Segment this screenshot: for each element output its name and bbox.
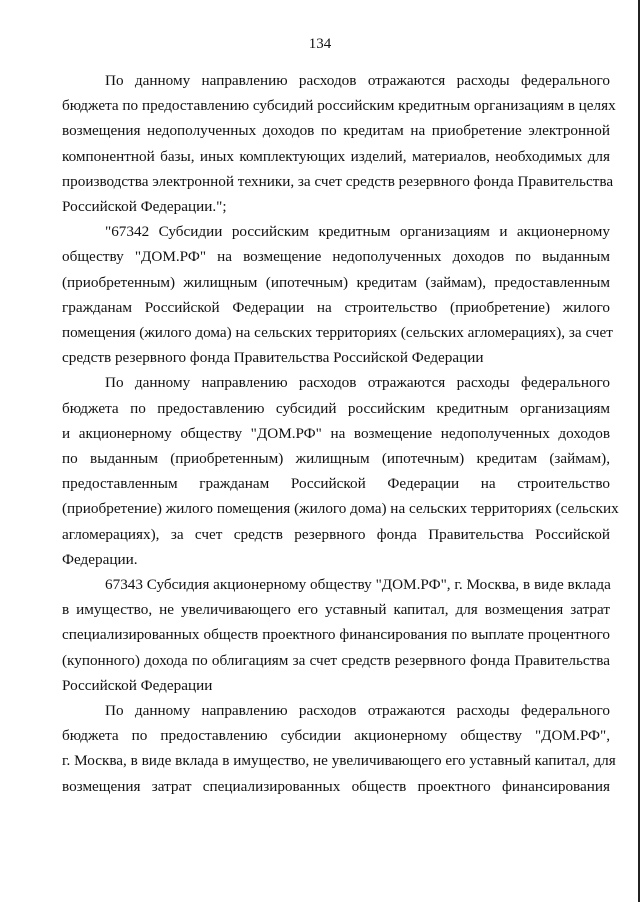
paragraph-code-67342 — [62, 219, 613, 370]
text-line: По данному направлению расходов отражаются расходы федерального — [105, 72, 610, 89]
text-line: Российской Федерации."; — [62, 198, 227, 216]
text-line: По данному направлению расходов отражаются расходы федерального — [105, 702, 610, 720]
text-line: бюджета по предоставлению субсидий российским кредитным организациям — [62, 399, 610, 417]
document-body — [62, 68, 619, 799]
text-line: (приобретение) жилого помещения (жилого дома) на сельских территориях (сельских — [62, 500, 619, 518]
text-line: компонентной базы, иных комплектующих изделий, материалов, необходимых для — [62, 147, 610, 165]
text-line: г. Москва, в виде вклада в имущество, не увеличивающего его уставный капитал, для — [62, 752, 616, 770]
text-line: возмещения затрат специализированных обществ проектного финансирования — [62, 777, 610, 795]
text-line: бюджета по предоставлению субсидий российским кредитным организациям в целях — [62, 97, 616, 115]
text-line: (приобретенным) жилищным (ипотечным) кредитам (займам), предоставленным — [62, 273, 610, 291]
text-line: предоставленным гражданам Российской Федерации на строительство — [62, 475, 610, 493]
paragraph-expense-direction-67343 — [62, 698, 616, 799]
text-line: "67342 Субсидии российским кредитным организациям и акционерному — [105, 223, 610, 241]
text-line: производства электронной техники, за счет средств резервного фонда Правительства — [62, 172, 614, 190]
text-line: специализированных обществ проектного финансирования по выплате процентного — [62, 626, 610, 644]
text-line: 67343 Субсидия акционерному обществу "ДОМ.РФ", г. Москва, в виде вклада — [105, 576, 611, 594]
text-line: Федерации. — [62, 550, 138, 568]
text-line: (купонного) дохода по облигациям за счет средств резервного фонда Правительства — [62, 651, 610, 669]
text-line: агломерациях), за счет средств резервного фонда Правительства Российской — [62, 525, 610, 543]
text-line: средств резервного фонда Правительства Российской Федерации — [62, 349, 484, 367]
text-line: возмещения недополученных доходов по кредитам на приобретение электронной — [62, 122, 610, 140]
text-line: бюджета по предоставлению субсидии акционерному обществу "ДОМ.РФ", — [62, 727, 610, 745]
text-line: в имущество, не увеличивающего его уставный капитал, для возмещения затрат — [62, 601, 610, 619]
text-line: Российской Федерации — [62, 676, 213, 694]
text-line: и акционерному обществу "ДОМ.РФ" на возмещение недополученных доходов — [62, 424, 610, 442]
text-line: По данному направлению расходов отражаются расходы федерального — [105, 374, 610, 392]
text-line: помещения (жилого дома) на сельских территориях (сельских агломерациях), за счет — [62, 324, 613, 342]
paragraph-expense-direction-67342 — [62, 370, 619, 572]
text-line: по выданным (приобретенным) жилищным (ипотечным) кредитам (займам), — [62, 450, 610, 468]
paragraph-expense-direction-electronics — [62, 68, 616, 219]
page-number: 134 — [308, 36, 332, 52]
text-line: гражданам Российской Федерации на строительство (приобретение) жилого — [62, 298, 610, 316]
paragraph-code-67343 — [62, 572, 610, 698]
text-line: обществу "ДОМ.РФ" на возмещение недополученных доходов по выданным — [62, 248, 610, 266]
